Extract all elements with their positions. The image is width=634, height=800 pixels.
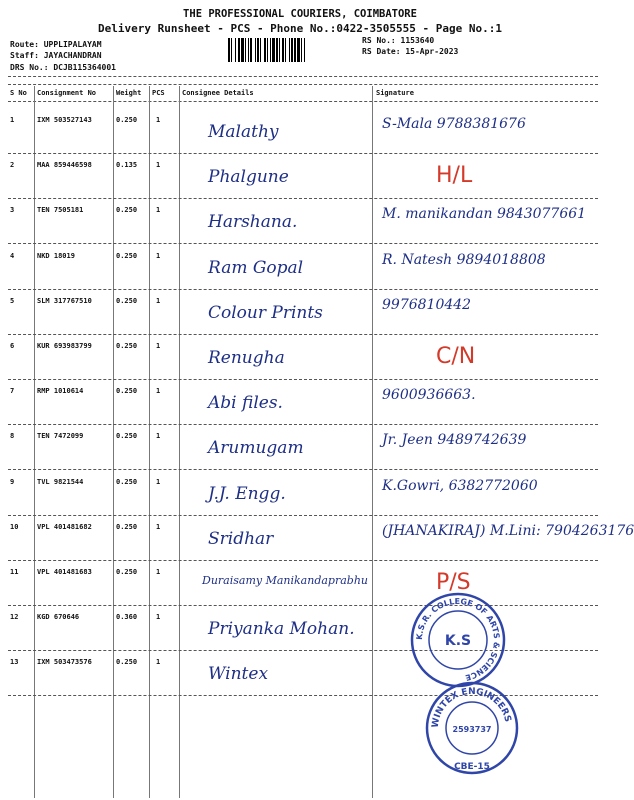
row-consignment-no: VPL 401481683 bbox=[37, 568, 92, 576]
row-sno: 11 bbox=[10, 568, 19, 576]
row-weight: 0.135 bbox=[116, 161, 138, 169]
header-sno: S No bbox=[10, 89, 27, 97]
wintex-stamp-number: 2593737 bbox=[452, 725, 492, 734]
col-divider bbox=[113, 86, 114, 798]
row-consignment-no: KGD 670646 bbox=[37, 613, 80, 621]
header-signature: Signature bbox=[376, 89, 414, 97]
row-weight: 0.250 bbox=[116, 342, 138, 350]
row-separator bbox=[8, 243, 598, 244]
row-separator bbox=[8, 515, 598, 516]
row-status-mark: P/S bbox=[436, 570, 471, 595]
wintex-stamp-text: WINTEX ENGINEERS bbox=[430, 686, 513, 729]
row-consignment-no: TEN 7505181 bbox=[37, 206, 84, 214]
row-consignment-no: IXM 503527143 bbox=[37, 116, 92, 124]
row-consignee: J.J. Engg. bbox=[208, 484, 286, 504]
rs-date: RS Date: 15-Apr-2023 bbox=[362, 47, 459, 56]
rs-number: RS No.: 1153640 bbox=[362, 36, 435, 45]
row-consignment-no: NKD 18019 bbox=[37, 252, 75, 260]
row-separator bbox=[8, 153, 598, 154]
row-pcs: 1 bbox=[156, 613, 161, 621]
row-consignment-no: KUR 693983799 bbox=[37, 342, 92, 350]
row-separator bbox=[8, 650, 598, 651]
row-consignment-no: IXM 503473576 bbox=[37, 658, 92, 666]
header-pcs: PCS bbox=[152, 89, 165, 97]
row-pcs: 1 bbox=[156, 252, 161, 260]
row-separator bbox=[8, 334, 598, 335]
row-signature: 9976810442 bbox=[382, 297, 472, 313]
row-pcs: 1 bbox=[156, 658, 161, 666]
row-weight: 0.250 bbox=[116, 568, 138, 576]
row-weight: 0.360 bbox=[116, 613, 138, 621]
row-consignee: Harshana. bbox=[208, 212, 298, 232]
row-signature: Jr. Jeen 9489742639 bbox=[382, 432, 527, 448]
row-separator bbox=[8, 469, 598, 470]
row-pcs: 1 bbox=[156, 206, 161, 214]
row-pcs: 1 bbox=[156, 478, 161, 486]
drs-number: DRS No.: DCJB115364001 bbox=[10, 63, 116, 72]
row-consignment-no: TVL 9821544 bbox=[37, 478, 84, 486]
col-divider bbox=[179, 86, 180, 798]
row-consignee: Duraisamy Manikandaprabhu bbox=[202, 574, 368, 587]
row-pcs: 1 bbox=[156, 342, 161, 350]
row-separator bbox=[8, 560, 598, 561]
header-consignment: Consignment No bbox=[37, 89, 97, 97]
header-weight: Weight bbox=[116, 89, 142, 97]
row-signature: M. manikandan 9843077661 bbox=[382, 206, 587, 222]
row-separator bbox=[8, 605, 598, 606]
row-sno: 1 bbox=[10, 116, 15, 124]
row-signature: (JHANAKIRAJ) M.Lini: 7904263176 bbox=[382, 523, 634, 539]
row-weight: 0.250 bbox=[116, 387, 138, 395]
staff: Staff: JAYACHANDRAN bbox=[10, 51, 102, 60]
row-consignment-no: MAA 859446598 bbox=[37, 161, 92, 169]
row-sno: 10 bbox=[10, 523, 19, 531]
row-consignee: Abi files. bbox=[208, 393, 283, 413]
row-weight: 0.250 bbox=[116, 252, 138, 260]
row-sno: 9 bbox=[10, 478, 15, 486]
row-sno: 12 bbox=[10, 613, 19, 621]
row-sno: 13 bbox=[10, 658, 19, 666]
row-consignment-no: RMP 1010614 bbox=[37, 387, 84, 395]
runsheet-title: Delivery Runsheet - PCS - Phone No.:0422-3505555 - Page No.:1 bbox=[98, 22, 502, 35]
row-signature: S-Mala 9788381676 bbox=[382, 116, 526, 132]
row-consignee: Malathy bbox=[208, 122, 279, 142]
row-consignee: Priyanka Mohan. bbox=[208, 619, 355, 639]
row-weight: 0.250 bbox=[116, 432, 138, 440]
row-separator bbox=[8, 198, 598, 199]
row-consignment-no: TEN 7472099 bbox=[37, 432, 84, 440]
row-weight: 0.250 bbox=[116, 116, 138, 124]
row-sno: 2 bbox=[10, 161, 15, 169]
row-pcs: 1 bbox=[156, 116, 161, 124]
wintex-stamp-city: CBE-15 bbox=[454, 762, 490, 772]
row-pcs: 1 bbox=[156, 523, 161, 531]
row-sno: 4 bbox=[10, 252, 15, 260]
separator-top bbox=[8, 76, 598, 77]
row-weight: 0.250 bbox=[116, 478, 138, 486]
barcode bbox=[228, 38, 354, 62]
row-consignment-no: SLM 317767510 bbox=[37, 297, 92, 305]
row-sno: 8 bbox=[10, 432, 15, 440]
row-sno: 7 bbox=[10, 387, 15, 395]
row-pcs: 1 bbox=[156, 297, 161, 305]
row-consignee: Ram Gopal bbox=[208, 258, 304, 278]
row-status-mark: C/N bbox=[436, 344, 476, 369]
separator-top-2 bbox=[8, 84, 598, 85]
college-stamp bbox=[408, 590, 508, 690]
wintex-stamp bbox=[422, 678, 522, 778]
row-sno: 5 bbox=[10, 297, 15, 305]
row-separator bbox=[8, 379, 598, 380]
row-status-mark: H/L bbox=[436, 163, 473, 188]
row-weight: 0.250 bbox=[116, 297, 138, 305]
row-consignee: Arumugam bbox=[208, 438, 304, 458]
row-consignment-no: VPL 401481682 bbox=[37, 523, 92, 531]
row-separator bbox=[8, 424, 598, 425]
row-consignee: Colour Prints bbox=[208, 303, 323, 323]
row-weight: 0.250 bbox=[116, 658, 138, 666]
row-pcs: 1 bbox=[156, 387, 161, 395]
row-consignee: Renugha bbox=[208, 348, 285, 368]
header-consignee: Consignee Details bbox=[182, 89, 254, 97]
row-consignee: Wintex bbox=[208, 664, 269, 684]
row-signature: 9600936663. bbox=[382, 387, 476, 403]
col-divider bbox=[372, 86, 373, 798]
route: Route: UPPLIPALAYAM bbox=[10, 40, 102, 49]
row-sno: 3 bbox=[10, 206, 15, 214]
row-signature: K.Gowri, 6382772060 bbox=[382, 478, 538, 494]
row-weight: 0.250 bbox=[116, 523, 138, 531]
col-divider bbox=[34, 86, 35, 798]
header-separator bbox=[8, 101, 598, 102]
row-weight: 0.250 bbox=[116, 206, 138, 214]
row-signature: R. Natesh 9894018808 bbox=[382, 252, 546, 268]
company-name: THE PROFESSIONAL COURIERS, COIMBATORE bbox=[183, 8, 417, 20]
row-consignee: Phalgune bbox=[208, 167, 289, 187]
row-pcs: 1 bbox=[156, 161, 161, 169]
col-divider bbox=[149, 86, 150, 798]
college-stamp-text: K.S.R. COLLEGE OF ARTS & SCIENCE bbox=[414, 596, 502, 683]
row-consignee: Sridhar bbox=[208, 529, 274, 549]
row-sno: 6 bbox=[10, 342, 15, 350]
college-stamp-initials: K.S bbox=[444, 633, 472, 649]
row-pcs: 1 bbox=[156, 568, 161, 576]
row-separator bbox=[8, 289, 598, 290]
row-pcs: 1 bbox=[156, 432, 161, 440]
